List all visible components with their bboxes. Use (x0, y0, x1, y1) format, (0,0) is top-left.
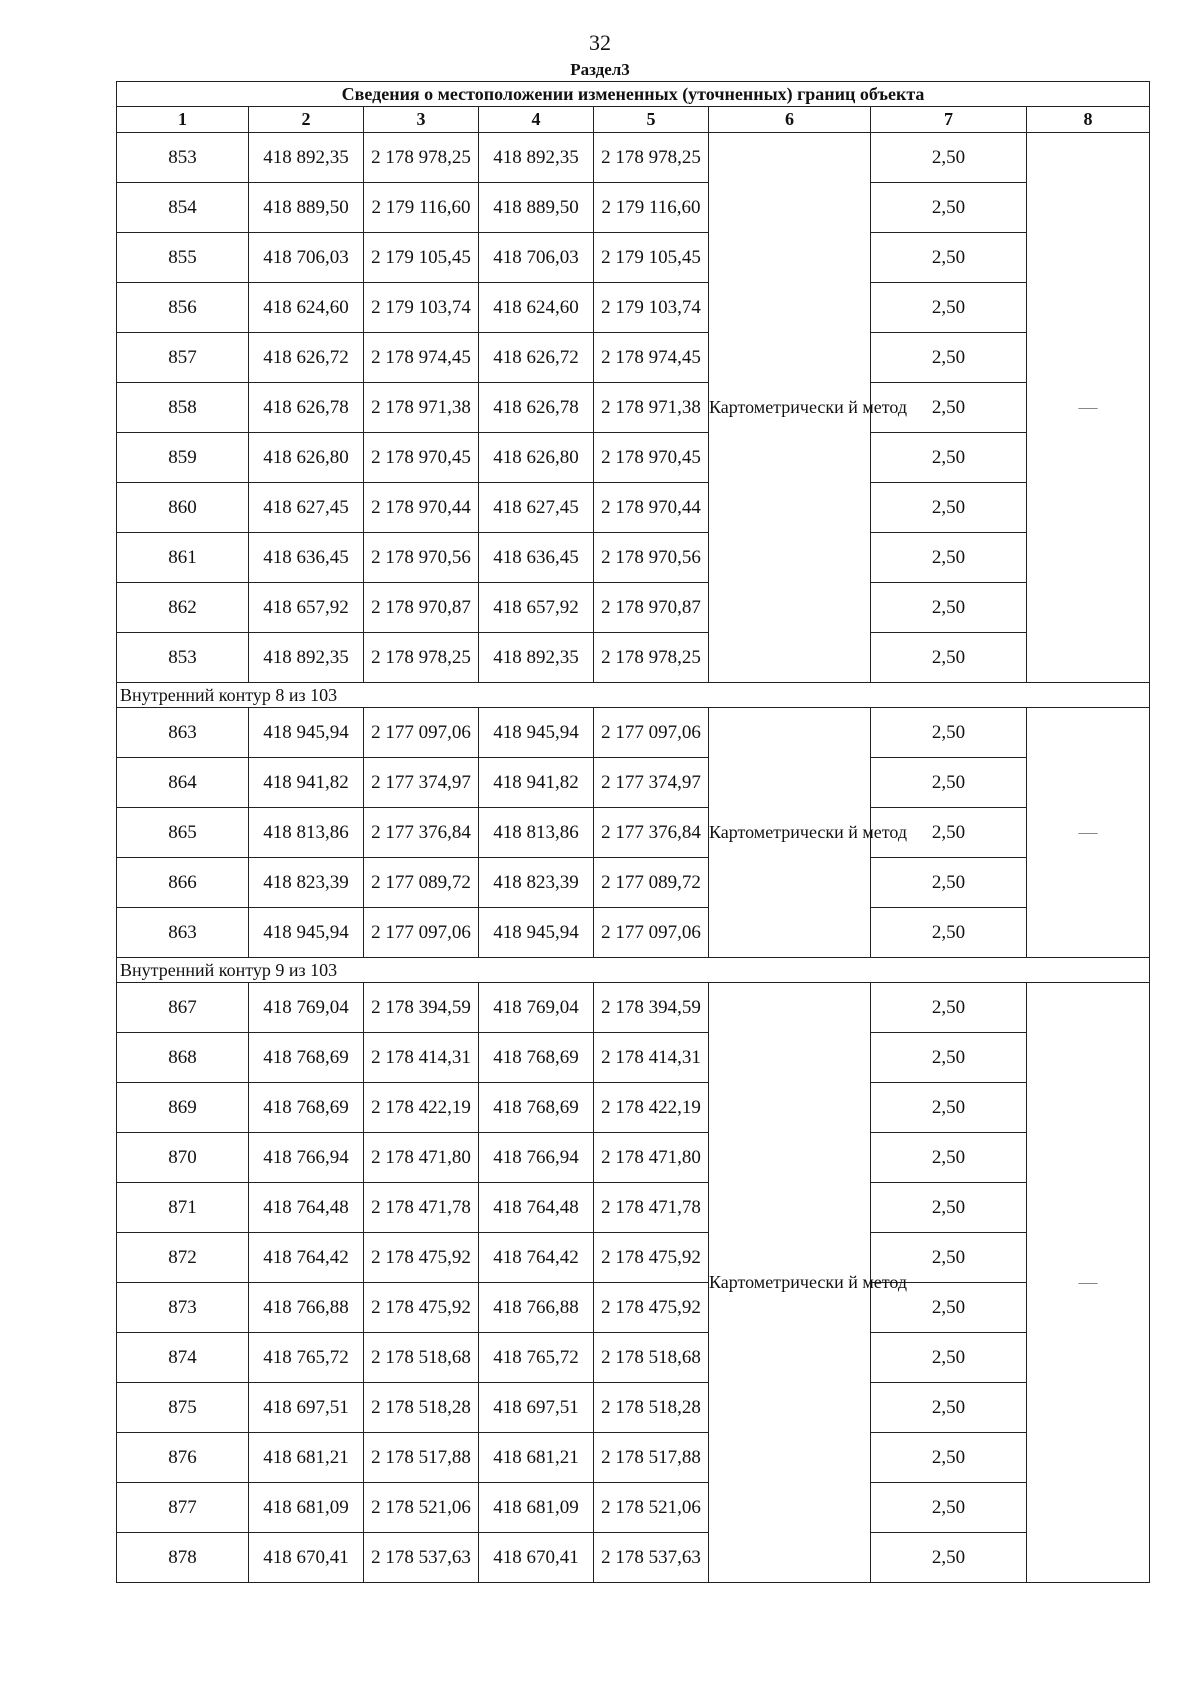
table-row (117, 908, 1150, 958)
column-header-7: 7 (871, 107, 1027, 133)
table-row (117, 283, 1150, 333)
x-new: 418 681,09 (479, 1483, 594, 1533)
y-new: 2 177 376,84 (594, 808, 709, 858)
accuracy-value: 2,50 (871, 383, 1027, 433)
x-existing: 418 768,69 (249, 1083, 364, 1133)
x-existing: 418 697,51 (249, 1383, 364, 1433)
y-new: 2 178 414,31 (594, 1033, 709, 1083)
x-existing: 418 706,03 (249, 233, 364, 283)
x-new: 418 892,35 (479, 633, 594, 683)
table-row (117, 383, 1150, 433)
y-new: 2 179 103,74 (594, 283, 709, 333)
table-row (117, 708, 1150, 758)
accuracy-value: 2,50 (871, 808, 1027, 858)
table-row (117, 758, 1150, 808)
column-header-2: 2 (249, 107, 364, 133)
column8-dash: — (1027, 708, 1150, 958)
x-new: 418 697,51 (479, 1383, 594, 1433)
point-number: 870 (117, 1133, 249, 1183)
y-existing: 2 178 471,80 (364, 1133, 479, 1183)
y-new: 2 178 518,68 (594, 1333, 709, 1383)
table-row (117, 1533, 1150, 1583)
y-new: 2 178 471,78 (594, 1183, 709, 1233)
x-existing: 418 764,48 (249, 1183, 364, 1233)
table-row (117, 1383, 1150, 1433)
table-row (117, 633, 1150, 683)
table-row (117, 433, 1150, 483)
point-number: 860 (117, 483, 249, 533)
x-new: 418 681,21 (479, 1433, 594, 1483)
y-new: 2 179 105,45 (594, 233, 709, 283)
point-number: 854 (117, 183, 249, 233)
x-existing: 418 624,60 (249, 283, 364, 333)
column-header-5: 5 (594, 107, 709, 133)
y-existing: 2 177 374,97 (364, 758, 479, 808)
y-existing: 2 178 970,56 (364, 533, 479, 583)
contour-label-row (117, 958, 1150, 983)
method-cell: Картометрически й метод (709, 708, 871, 958)
y-new: 2 178 974,45 (594, 333, 709, 383)
point-number: 863 (117, 908, 249, 958)
point-number: 864 (117, 758, 249, 808)
accuracy-value: 2,50 (871, 708, 1027, 758)
table-row (117, 583, 1150, 633)
point-number: 862 (117, 583, 249, 633)
contour-label-row (117, 683, 1150, 708)
y-existing: 2 177 089,72 (364, 858, 479, 908)
section-title: Раздел3 (570, 60, 630, 79)
accuracy-value: 2,50 (871, 333, 1027, 383)
y-existing: 2 178 394,59 (364, 983, 479, 1033)
accuracy-value: 2,50 (871, 1333, 1027, 1383)
x-existing: 418 889,50 (249, 183, 364, 233)
point-number: 866 (117, 858, 249, 908)
x-existing: 418 681,09 (249, 1483, 364, 1533)
x-existing: 418 769,04 (249, 983, 364, 1033)
y-existing: 2 178 974,45 (364, 333, 479, 383)
x-new: 418 892,35 (479, 133, 594, 183)
x-existing: 418 670,41 (249, 1533, 364, 1583)
table-caption: Сведения о местоположении измененных (уточненных) границ объекта (117, 82, 1150, 107)
y-new: 2 177 097,06 (594, 708, 709, 758)
x-new: 418 626,78 (479, 383, 594, 433)
accuracy-value: 2,50 (871, 633, 1027, 683)
point-number: 865 (117, 808, 249, 858)
method-cell: Картометрически й метод (709, 133, 871, 683)
coordinates-table (116, 81, 1150, 1583)
column8-dash: — (1027, 983, 1150, 1583)
x-new: 418 766,88 (479, 1283, 594, 1333)
table-row (117, 858, 1150, 908)
x-new: 418 769,04 (479, 983, 594, 1033)
y-new: 2 177 089,72 (594, 858, 709, 908)
point-number: 874 (117, 1333, 249, 1383)
point-number: 873 (117, 1283, 249, 1333)
table-row (117, 133, 1150, 183)
accuracy-value: 2,50 (871, 283, 1027, 333)
table-row (117, 1033, 1150, 1083)
y-existing: 2 179 105,45 (364, 233, 479, 283)
x-existing: 418 627,45 (249, 483, 364, 533)
y-new: 2 178 394,59 (594, 983, 709, 1033)
x-new: 418 768,69 (479, 1083, 594, 1133)
y-new: 2 178 978,25 (594, 633, 709, 683)
table-row (117, 1133, 1150, 1183)
x-existing: 418 626,78 (249, 383, 364, 433)
column-header-6: 6 (709, 107, 871, 133)
point-number: 867 (117, 983, 249, 1033)
accuracy-value: 2,50 (871, 1533, 1027, 1583)
y-new: 2 178 475,92 (594, 1233, 709, 1283)
accuracy-value: 2,50 (871, 483, 1027, 533)
x-new: 418 636,45 (479, 533, 594, 583)
y-existing: 2 178 970,45 (364, 433, 479, 483)
x-new: 418 624,60 (479, 283, 594, 333)
point-number: 877 (117, 1483, 249, 1533)
x-existing: 418 766,88 (249, 1283, 364, 1333)
y-existing: 2 178 970,44 (364, 483, 479, 533)
table-row (117, 1433, 1150, 1483)
y-new: 2 178 971,38 (594, 383, 709, 433)
point-number: 856 (117, 283, 249, 333)
y-new: 2 178 970,44 (594, 483, 709, 533)
accuracy-value: 2,50 (871, 1233, 1027, 1283)
point-number: 853 (117, 633, 249, 683)
y-existing: 2 179 116,60 (364, 183, 479, 233)
x-new: 418 813,86 (479, 808, 594, 858)
point-number: 876 (117, 1433, 249, 1483)
x-existing: 418 945,94 (249, 708, 364, 758)
x-existing: 418 626,80 (249, 433, 364, 483)
accuracy-value: 2,50 (871, 1383, 1027, 1433)
table-row (117, 233, 1150, 283)
x-existing: 418 823,39 (249, 858, 364, 908)
accuracy-value: 2,50 (871, 133, 1027, 183)
accuracy-value: 2,50 (871, 1433, 1027, 1483)
table-row (117, 1183, 1150, 1233)
accuracy-value: 2,50 (871, 983, 1027, 1033)
y-existing: 2 178 518,68 (364, 1333, 479, 1383)
point-number: 858 (117, 383, 249, 433)
point-number: 861 (117, 533, 249, 583)
table-row (117, 1483, 1150, 1533)
x-new: 418 670,41 (479, 1533, 594, 1583)
table-row (117, 1283, 1150, 1333)
y-existing: 2 178 517,88 (364, 1433, 479, 1483)
x-existing: 418 941,82 (249, 758, 364, 808)
x-existing: 418 681,21 (249, 1433, 364, 1483)
x-new: 418 941,82 (479, 758, 594, 808)
accuracy-value: 2,50 (871, 1283, 1027, 1333)
x-existing: 418 892,35 (249, 633, 364, 683)
x-existing: 418 813,86 (249, 808, 364, 858)
y-existing: 2 179 103,74 (364, 283, 479, 333)
accuracy-value: 2,50 (871, 233, 1027, 283)
y-existing: 2 178 422,19 (364, 1083, 479, 1133)
point-number: 859 (117, 433, 249, 483)
y-existing: 2 178 978,25 (364, 133, 479, 183)
y-existing: 2 178 475,92 (364, 1233, 479, 1283)
y-new: 2 178 517,88 (594, 1433, 709, 1483)
x-new: 418 706,03 (479, 233, 594, 283)
x-existing: 418 765,72 (249, 1333, 364, 1383)
x-new: 418 945,94 (479, 908, 594, 958)
y-new: 2 178 471,80 (594, 1133, 709, 1183)
y-new: 2 178 978,25 (594, 133, 709, 183)
x-new: 418 768,69 (479, 1033, 594, 1083)
table-row (117, 333, 1150, 383)
y-new: 2 178 475,92 (594, 1283, 709, 1333)
accuracy-value: 2,50 (871, 533, 1027, 583)
x-new: 418 626,80 (479, 433, 594, 483)
y-new: 2 178 970,87 (594, 583, 709, 633)
x-existing: 418 945,94 (249, 908, 364, 958)
accuracy-value: 2,50 (871, 858, 1027, 908)
y-existing: 2 177 376,84 (364, 808, 479, 858)
y-new: 2 178 970,45 (594, 433, 709, 483)
point-number: 869 (117, 1083, 249, 1133)
x-existing: 418 626,72 (249, 333, 364, 383)
column8-dash: — (1027, 133, 1150, 683)
x-new: 418 765,72 (479, 1333, 594, 1383)
column-header-1: 1 (117, 107, 249, 133)
contour-label: Внутренний контур 9 из 103 (117, 958, 1150, 983)
table-row (117, 533, 1150, 583)
point-number: 871 (117, 1183, 249, 1233)
accuracy-value: 2,50 (871, 1133, 1027, 1183)
accuracy-value: 2,50 (871, 583, 1027, 633)
x-new: 418 764,42 (479, 1233, 594, 1283)
contour-label: Внутренний контур 8 из 103 (117, 683, 1150, 708)
accuracy-value: 2,50 (871, 1483, 1027, 1533)
y-new: 2 177 097,06 (594, 908, 709, 958)
column-header-8: 8 (1027, 107, 1150, 133)
y-new: 2 179 116,60 (594, 183, 709, 233)
table-row (117, 983, 1150, 1033)
x-new: 418 627,45 (479, 483, 594, 533)
point-number: 872 (117, 1233, 249, 1283)
accuracy-value: 2,50 (871, 1083, 1027, 1133)
x-new: 418 766,94 (479, 1133, 594, 1183)
accuracy-value: 2,50 (871, 1183, 1027, 1233)
point-number: 868 (117, 1033, 249, 1083)
x-existing: 418 764,42 (249, 1233, 364, 1283)
point-number: 875 (117, 1383, 249, 1433)
column-header-4: 4 (479, 107, 594, 133)
x-new: 418 945,94 (479, 708, 594, 758)
page-number: 32 (589, 30, 611, 55)
y-new: 2 178 521,06 (594, 1483, 709, 1533)
y-new: 2 178 537,63 (594, 1533, 709, 1583)
table-row (117, 1333, 1150, 1383)
y-existing: 2 178 521,06 (364, 1483, 479, 1533)
y-new: 2 178 518,28 (594, 1383, 709, 1433)
y-existing: 2 178 970,87 (364, 583, 479, 633)
y-existing: 2 178 475,92 (364, 1283, 479, 1333)
x-new: 418 823,39 (479, 858, 594, 908)
table-row (117, 1083, 1150, 1133)
table-row (117, 183, 1150, 233)
y-new: 2 177 374,97 (594, 758, 709, 808)
point-number: 853 (117, 133, 249, 183)
x-existing: 418 766,94 (249, 1133, 364, 1183)
method-cell: Картометрически й метод (709, 983, 871, 1583)
column-header-3: 3 (364, 107, 479, 133)
x-new: 418 626,72 (479, 333, 594, 383)
table-row (117, 808, 1150, 858)
y-new: 2 178 970,56 (594, 533, 709, 583)
table-row (117, 1233, 1150, 1283)
table-row (117, 483, 1150, 533)
x-new: 418 764,48 (479, 1183, 594, 1233)
y-existing: 2 178 471,78 (364, 1183, 479, 1233)
y-existing: 2 177 097,06 (364, 908, 479, 958)
y-existing: 2 178 537,63 (364, 1533, 479, 1583)
y-existing: 2 178 971,38 (364, 383, 479, 433)
x-new: 418 889,50 (479, 183, 594, 233)
accuracy-value: 2,50 (871, 758, 1027, 808)
x-existing: 418 768,69 (249, 1033, 364, 1083)
x-existing: 418 657,92 (249, 583, 364, 633)
x-new: 418 657,92 (479, 583, 594, 633)
y-new: 2 178 422,19 (594, 1083, 709, 1133)
y-existing: 2 178 518,28 (364, 1383, 479, 1433)
point-number: 878 (117, 1533, 249, 1583)
y-existing: 2 177 097,06 (364, 708, 479, 758)
y-existing: 2 178 414,31 (364, 1033, 479, 1083)
y-existing: 2 178 978,25 (364, 633, 479, 683)
point-number: 857 (117, 333, 249, 383)
x-existing: 418 636,45 (249, 533, 364, 583)
point-number: 855 (117, 233, 249, 283)
x-existing: 418 892,35 (249, 133, 364, 183)
accuracy-value: 2,50 (871, 1033, 1027, 1083)
accuracy-value: 2,50 (871, 183, 1027, 233)
accuracy-value: 2,50 (871, 908, 1027, 958)
point-number: 863 (117, 708, 249, 758)
accuracy-value: 2,50 (871, 433, 1027, 483)
